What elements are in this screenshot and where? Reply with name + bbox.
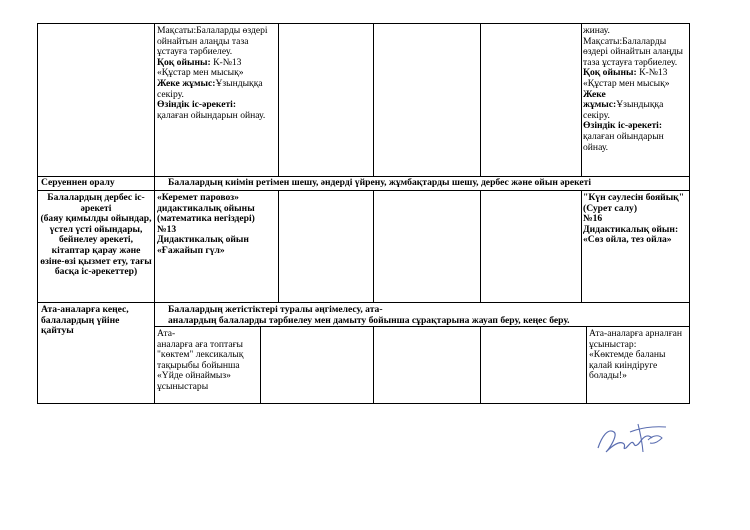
outdoor-game-line: [157, 58, 275, 79]
column-divider: [586, 326, 587, 403]
row1-col-e-cell: [583, 26, 687, 153]
prefix-text: жинау.: [583, 25, 610, 36]
individual-work-label: Жеке жұмыс:: [583, 88, 617, 111]
row3-col-e-text: "Күн сәулесін бояйық" (Сурет салу) №16 Дидактикалық ойын: «Сөз ойла, тез ойла»: [583, 192, 685, 246]
handwritten-signature: [592, 418, 670, 460]
column-divider: [373, 326, 374, 403]
column-divider: [373, 190, 374, 302]
column-divider: [480, 326, 481, 403]
individual-work-text: Ұзындыққа секіру.: [583, 99, 664, 121]
table-border: [689, 23, 690, 404]
row-divider: [37, 190, 690, 191]
outdoor-game-text: К-№13 «Құстар мен мысық»: [157, 56, 244, 79]
column-divider: [260, 326, 261, 403]
individual-work-label: Жеке жұмыс:: [157, 77, 216, 89]
table-border: [37, 23, 690, 24]
individual-work-text: Ұзындыққа секіру.: [157, 77, 263, 100]
column-divider: [278, 190, 279, 302]
outdoor-game-label: Қоқ ойыны:: [157, 56, 211, 68]
column-divider: [154, 23, 155, 404]
column-divider: [480, 23, 481, 176]
table-border: [37, 23, 38, 404]
row-divider: [37, 302, 690, 303]
independent-activity-text: қалаған ойындарын ойнау.: [157, 109, 266, 121]
row4-col-a-text: Ата- аналарға аға топтағы "көктем" лексикалық тақырыбы бойынша «Үйде ойнаймыз» ұсыныстары: [157, 328, 244, 392]
goal-text: Мақсаты:Балаларды өздері ойнайтын алаңды таза ұстауға тәрбиелеу.: [157, 25, 268, 58]
outdoor-game-text: К-№13 «Құстар мен мысық»: [583, 67, 670, 89]
goal-text: Мақсаты:Балаларды өздері ойнайтын алаңды таза ұстауға тәрбиелеу.: [583, 35, 683, 68]
row4-label: Ата-аналарға кеңес, балалардың үйіне қайтуы: [41, 304, 129, 337]
column-divider: [480, 190, 481, 302]
independent-activity-label: Өзіндік іс-әрекеті:: [157, 99, 237, 111]
table-border: [37, 403, 690, 404]
row2-text: Балалардың киімін ретімен шешу, әндерді үйрену, жұмбақтарды шешу, дербес және ойын әрекеті: [168, 177, 592, 188]
independent-activity-text: қалаған ойындарын ойнау.: [583, 130, 664, 153]
outdoor-game-label: Қоқ ойыны:: [583, 67, 637, 79]
outdoor-game-line: [583, 68, 687, 89]
individual-work-line: [583, 90, 687, 122]
column-divider: [278, 23, 279, 176]
individual-work-line: [157, 79, 275, 100]
row3-label: Балалардың дербес іс-әрекеті (баяу қимылды ойындар, үстел үсті ойындары, бейнелеу әрекеті, кітаптар қарау және өзіне-өзі қызмет ету, тағы басқа іс-әрекеттер): [40, 192, 152, 278]
row1-col-a-cell: [157, 26, 275, 121]
column-divider: [373, 23, 374, 176]
row4-top-text: Балалардың жетістіктері туралы әңгімелесу, ата- аналардың балаларды тәрбиелеу мен дамыту бойынша сұрақтарына жауап беру, кеңес беру.: [168, 304, 570, 326]
column-divider: [581, 23, 582, 176]
row3-col-a-text: «Керемет паровоз» дидактикалық ойыны (математика негіздері) №13 Дидактикалық ойын «Ғажайып гүл»: [157, 192, 255, 256]
row2-label: Серуеннен оралу: [41, 177, 115, 188]
column-divider: [581, 190, 582, 302]
independent-activity-label: Өзіндік іс-әрекеті:: [583, 120, 663, 132]
row4-col-e-text: Ата-аналарға арналған ұсыныстар: «Көктемде баланы қалай киіндіруге болады!»: [589, 328, 683, 382]
